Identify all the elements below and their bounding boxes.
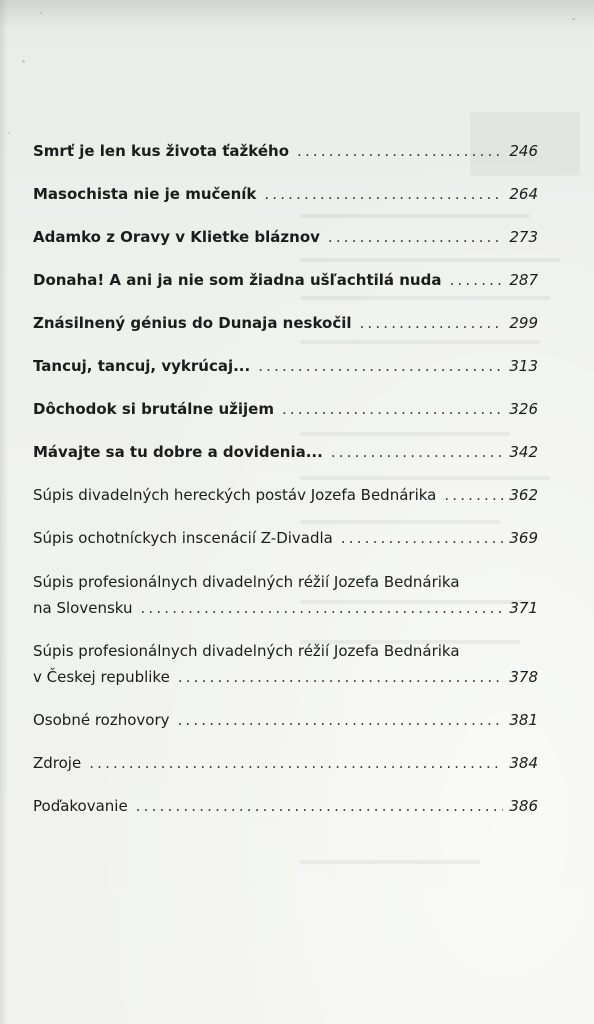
page-edge-shadow [0, 0, 594, 30]
toc-entry-title: Masochista nie je mučeník [33, 185, 257, 203]
dot-leader [264, 184, 503, 204]
toc-entry[interactable] [33, 753, 538, 773]
toc-entry[interactable] [33, 399, 538, 419]
toc-entry-title: Súpis divadelných hereckých postáv Jozefa Bednárika [33, 486, 437, 504]
toc-entry[interactable] [33, 442, 538, 462]
bleed-through-line [300, 214, 530, 218]
bleed-through-line [300, 520, 500, 524]
bleed-through-line [300, 258, 560, 262]
toc-entry-title: Zdroje [33, 754, 82, 772]
toc-entry[interactable] [33, 270, 538, 290]
bleed-through-line [300, 296, 550, 300]
paper-speck [40, 12, 42, 14]
toc-entry-title: Znásilnený génius do Dunaja neskočil [33, 314, 352, 332]
toc-entry-title: Donaha! A ani ja nie som žiadna ušľachtilá nuda [33, 271, 442, 289]
toc-entry[interactable] [33, 141, 538, 161]
toc-entry[interactable] [33, 485, 538, 505]
toc-entry-page: 371 [509, 599, 538, 617]
dot-leader [328, 227, 503, 247]
toc-entry[interactable] [33, 796, 538, 816]
dot-leader [449, 270, 503, 290]
toc-entry[interactable] [33, 572, 538, 618]
toc-entry-title: Tancuj, tancuj, vykrúcaj... [33, 357, 251, 375]
toc-entry[interactable] [33, 528, 538, 548]
dot-leader [89, 753, 503, 773]
toc-entry[interactable] [33, 356, 538, 376]
toc-entry[interactable] [33, 184, 538, 204]
page-gutter-shadow [0, 0, 8, 1024]
toc-entry-page: 313 [509, 357, 538, 375]
dot-leader [178, 667, 504, 687]
toc-entry-title: Poďakovanie [33, 797, 128, 815]
toc-entry[interactable] [33, 227, 538, 247]
bleed-through-line [300, 476, 550, 480]
dot-leader [258, 356, 503, 376]
toc-entry-page: 381 [509, 711, 538, 729]
toc-entry-page: 342 [509, 443, 538, 461]
toc-entry-page: 362 [509, 486, 538, 504]
toc-entry-title-line1: Súpis profesionálnych divadelných réžií Jozefa Bednárika [33, 573, 460, 591]
toc-entry-title: Smrť je len kus života ťažkého [33, 142, 290, 160]
dot-leader [136, 796, 504, 816]
toc-entry-page: 384 [509, 754, 538, 772]
dot-leader [297, 141, 503, 161]
toc-entry-title: Adamko z Oravy v Klietke bláznov [33, 228, 320, 246]
dot-leader [141, 598, 504, 618]
dot-leader [178, 710, 504, 730]
dot-leader [341, 528, 503, 548]
toc-entry-page: 299 [509, 314, 538, 332]
bleed-through-line [300, 432, 510, 436]
toc-entry-title-line2: na Slovensku [33, 599, 133, 617]
toc-entry[interactable] [33, 313, 538, 333]
toc-entry-title-line1: Súpis profesionálnych divadelných réžií Jozefa Bednárika [33, 642, 460, 660]
dot-leader [360, 313, 504, 333]
toc-entry-title: Mávajte sa tu dobre a dovidenia... [33, 443, 323, 461]
dot-leader [444, 485, 503, 505]
toc-entry-page: 287 [509, 271, 538, 289]
toc-entry-page: 326 [509, 400, 538, 418]
toc-entry-page: 378 [509, 668, 538, 686]
toc-entry-title: Osobné rozhovory [33, 711, 170, 729]
toc-entry-page: 386 [509, 797, 538, 815]
toc-entry-page: 273 [509, 228, 538, 246]
toc-entry-title: Súpis ochotníckych inscenácií Z-Divadla [33, 529, 333, 547]
paper-speck [572, 18, 575, 20]
dot-leader [282, 399, 503, 419]
toc-entry-page: 264 [509, 185, 538, 203]
toc-entry-page: 246 [509, 142, 538, 160]
bleed-through-line [300, 860, 480, 864]
dot-leader [331, 442, 504, 462]
bleed-through-line [300, 340, 540, 344]
paper-speck [8, 132, 10, 134]
toc-entry[interactable] [33, 641, 538, 687]
toc-entry-title: Dôchodok si brutálne užijem [33, 400, 274, 418]
toc-entry-page: 369 [509, 529, 538, 547]
toc-entry[interactable] [33, 710, 538, 730]
paper-speck [22, 60, 25, 63]
toc-entry-title-line2: v Českej republike [33, 668, 170, 686]
